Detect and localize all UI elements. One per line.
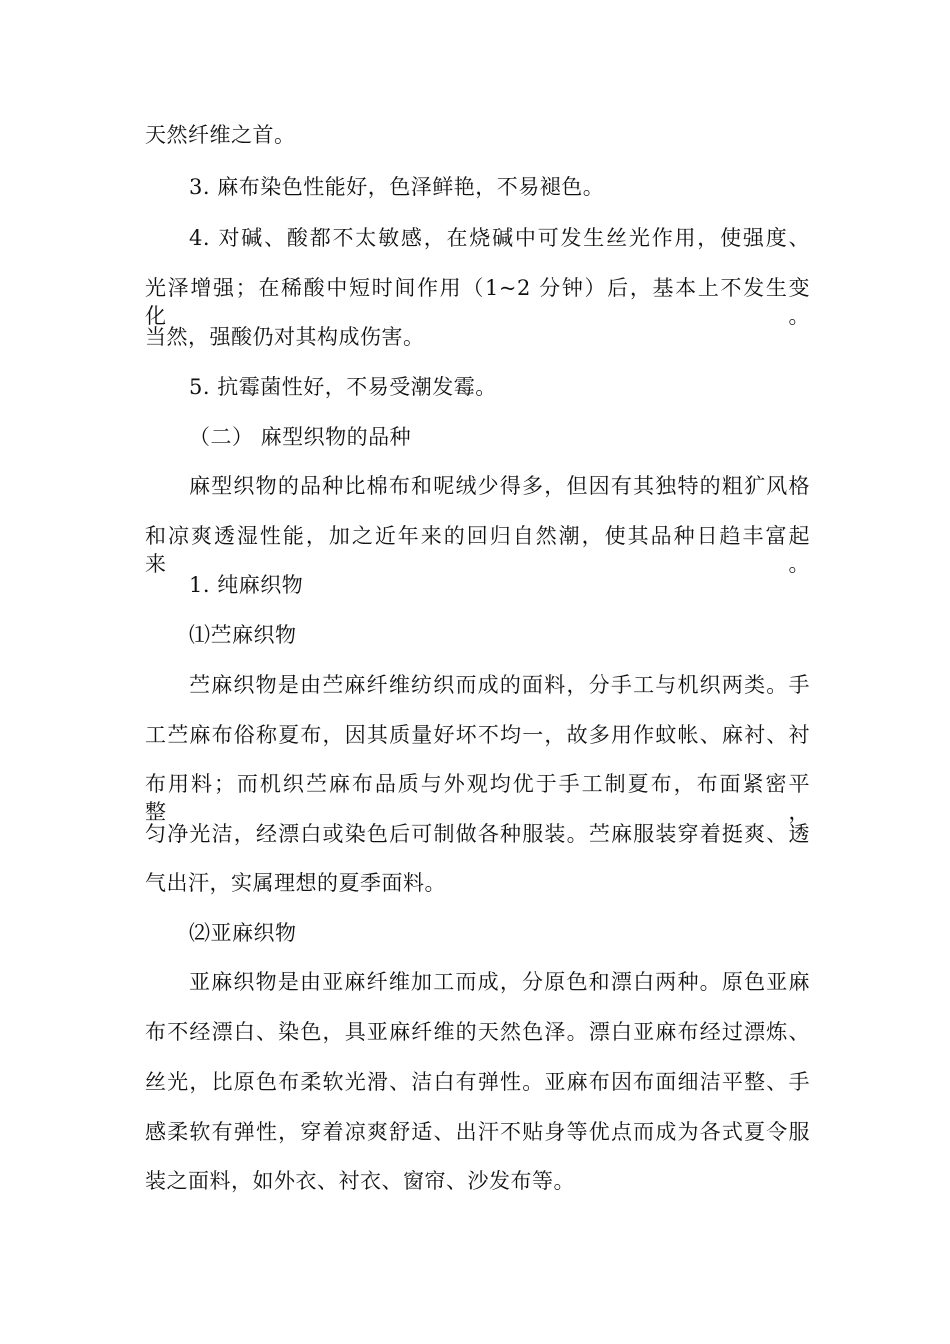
text-line: 和凉爽透湿性能，加之近年来的回归自然潮，使其品种日趋丰富起来。 <box>145 524 810 576</box>
text-line: 4. 对碱、酸都不太敏感，在烧碱中可发生丝光作用，使强度、 <box>189 226 810 250</box>
subheading: 1. 纯麻织物 <box>189 573 304 597</box>
text-line: 3. 麻布染色性能好，色泽鲜艳，不易褪色。 <box>189 175 605 199</box>
text-line: 气出汗，实属理想的夏季面料。 <box>145 871 446 895</box>
text-line: 天然纤维之首。 <box>145 123 296 147</box>
text-line: 装之面料，如外衣、衬衣、窗帘、沙发布等。 <box>145 1169 575 1193</box>
text-line: 麻型织物的品种比棉布和呢绒少得多，但因有其独特的粗犷风格 <box>189 474 810 498</box>
text-line: 感柔软有弹性，穿着凉爽舒适、出汗不贴身等优点而成为各式夏令服 <box>145 1120 810 1144</box>
text-line: 布不经漂白、染色，具亚麻纤维的天然色泽。漂白亚麻布经过漂炼、 <box>145 1020 810 1044</box>
text-line: 布用料；而机织苎麻布品质与外观均优于手工制夏布，布面紧密平整， <box>145 772 810 824</box>
text-line: 丝光，比原色布柔软光滑、洁白有弹性。亚麻布因布面细洁平整、手 <box>145 1070 810 1094</box>
text-line: 当然，强酸仍对其构成伤害。 <box>145 325 425 349</box>
text-line: 亚麻织物是由亚麻纤维加工而成，分原色和漂白两种。原色亚麻 <box>189 970 810 994</box>
text-line: 工苎麻布俗称夏布，因其质量好坏不均一，故多用作蚊帐、麻衬、衬 <box>145 723 810 747</box>
section-heading: （二） 麻型织物的品种 <box>189 425 412 449</box>
text-line: 匀净光洁，经漂白或染色后可制做各种服装。苎麻服装穿着挺爽、透 <box>145 822 810 846</box>
text-line: 5. 抗霉菌性好，不易受潮发霉。 <box>189 375 497 399</box>
text-line: 苎麻织物是由苎麻纤维纺织而成的面料，分手工与机织两类。手 <box>189 673 810 697</box>
text-line: 光泽增强；在稀酸中短时间作用（1~2 分钟）后，基本上不发生变化。 <box>145 276 810 328</box>
subheading: ⑴苎麻织物 <box>189 623 297 647</box>
subheading: ⑵亚麻织物 <box>189 921 297 945</box>
